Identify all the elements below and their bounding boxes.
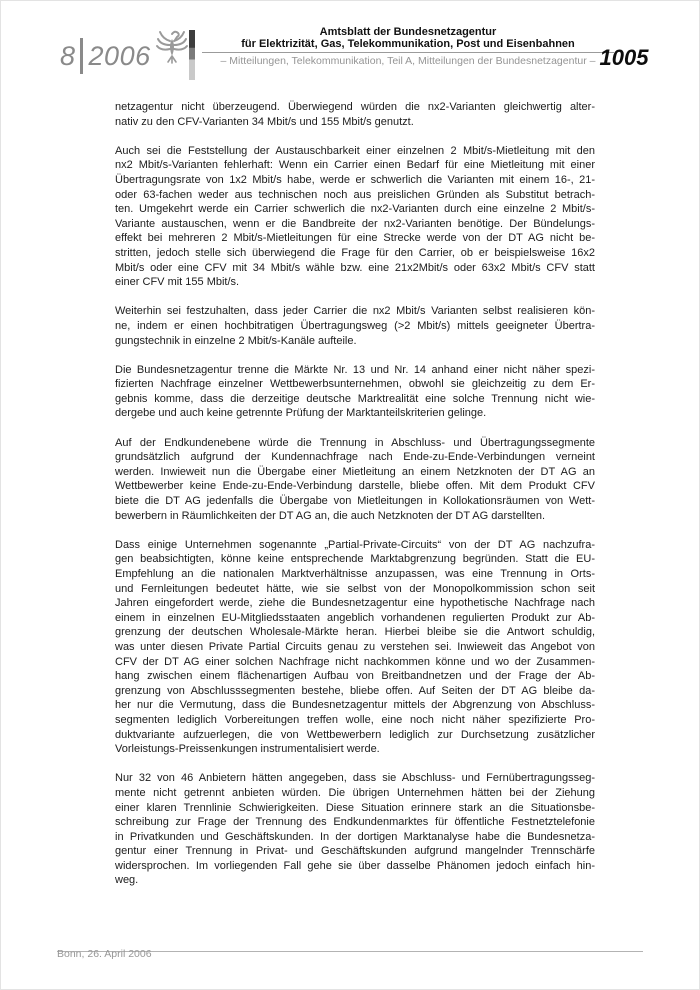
masthead-rule [202, 52, 614, 53]
issue-divider [80, 38, 83, 74]
text-line: her nur die Vermutung, dass die Bundesnetzagentur mittels der Abgrenzung von Abschluss- [115, 699, 595, 712]
masthead-title-line2: für Elektrizität, Gas, Telekommunikation, Post und Eisenbahnen [241, 38, 575, 50]
paragraph [115, 144, 595, 290]
text-line: einer CFV mit 155 Mbit/s. [115, 276, 240, 289]
text-line: in Privatkunden und Geschäftskunden. In der dortigen Marktanalyse habe die Bundesnetza- [115, 830, 595, 843]
text-line: Nur 32 von 46 Anbietern hätten angegeben, dass sie Abschluss- und Fernübertragungsseg- [115, 772, 595, 785]
text-line: ten. Umgekehrt werde ein Carrier schwerlich die nx2-Varianten durch eine einzelne 2 Mbit/s- [115, 203, 595, 216]
text-line: Weiterhin sei festzuhalten, dass jeder Carrier die nx2 Mbit/s Varianten selbst realisieren kön- [115, 305, 595, 318]
text-line: Übertragungsrate von 1x2 Mbit/s habe, werde er schwerlich die Varianten mit einem 16-, 21- [115, 173, 595, 186]
text-line: und Fernleitungen bedeutet hätte, wie sie selbst von der Monopolkommission schon seit [115, 582, 595, 595]
text-line: ne, indem er einen hochbitratigen Übertragungsweg (>2 Mbit/s) mittels geeigneter Übertra- [115, 319, 595, 332]
text-line: gungstechnik in einzelne 2 Mbit/s-Kanäle aufteile. [115, 334, 357, 347]
paragraph [115, 538, 595, 757]
text-line: einem in einzelnen EU-Mitgliedsstaaten angeblich vorhandenen regulierten Produkt zur Ab- [115, 611, 595, 624]
text-line: fizierten Nachfrage einzelner Wettbewerbsunternehmen, obwohl sie gleichzeitig zu dem Er- [115, 378, 595, 391]
text-line: segmenten lediglich Vorbereitungen treffen wolle, eine noch nicht näher spezifizierte Pro- [115, 713, 595, 726]
issue-year: 2006 [88, 40, 151, 71]
text-line: werden. Inwieweit nun die Übergabe einer Mietleitung an einem Netzknoten der DT AG an [115, 465, 595, 478]
issue-number-block [60, 37, 151, 75]
text-line: netzagentur nicht überzeugend. Überwiegend würden die nx2-Varianten gleichwertig alter- [115, 101, 595, 113]
text-line: Mbit/s oder eine CFV mit 34 Mbit/s wähle bzw. eine 21x2Mbit/s oder 63x2 Mbit/s CFV statt [115, 261, 595, 274]
text-line: Variante austauschen, wenn er die Bandbreite der nx2-Varianten benötige. Der Bündelungs- [115, 217, 595, 230]
issue-number: 8 [60, 40, 76, 71]
text-line: was unter diesen Private Partial Circuits genau zu verstehen sei. Inwieweit das Angebot von [115, 640, 595, 653]
text-line: Empfehlung an die nationalen Marktverhältnisse anzupassen, was eine Trennung in Orts- [115, 568, 595, 580]
text-line: Auch sei die Feststellung der Austauschbarkeit einer einzelnen 2 Mbit/s-Mietleitung mit den [115, 144, 595, 157]
text-line: nx2 Mbit/s-Varianten fehlerhaft: Wenn ein Carrier einen Bedarf für eine Mietleitung mit einer [115, 159, 595, 172]
document-body [115, 100, 595, 903]
text-line: oder 63-fachen weder aus technischen noch aus preislichen Gründen als Substitut betrach- [115, 188, 595, 201]
text-line: Dass einige Unternehmen sogenannte „Partial-Private-Circuits“ von der DT AG nachzufra- [115, 538, 595, 551]
text-line: grenzung der deutschen Wholesale-Märkte heran. Hierbei bleibe sie die Antwort schuldig, [115, 626, 595, 639]
text-line: bewerbern in Räumlichkeiten der DT AG an, die auch Netzknoten der DT AG darstellten. [115, 509, 546, 522]
masthead [202, 26, 614, 67]
text-line: gentur einer Trennung in Privat- und Geschäftskunden aufgrund mangelnder Trennschärfe [115, 845, 595, 858]
paragraph [115, 304, 595, 348]
text-line: nativ zu den CFV-Varianten 34 Mbit/s und 155 Mbit/s genutzt. [115, 115, 414, 128]
footer-dateline: Bonn, 26. April 2006 [57, 948, 152, 960]
text-line: mente nicht getrennt anbieten würden. Die übrigen Unternehmen hätten bei der Ziehung [115, 786, 595, 799]
text-line: dergebe und auch keine getrennte Prüfung der Marktanteilskriterien gelinge. [115, 407, 487, 420]
text-line: widersprochen. Im vorliegenden Fall gehe sie über dasselbe Phänomen jedoch einfach hin- [115, 859, 595, 872]
text-line: einer klaren Trennlinie Schwierigkeiten. Diese Situation erinnere stark an die Situationsbe- [115, 801, 595, 814]
text-line: duktvariante aufzuerlegen, die von Wettbewerbern lediglich zur Durchsetzung zusätzlicher [115, 728, 595, 741]
text-line: Auf der Endkundenebene würde die Trennung in Abschluss- und Übertragungssegmente [115, 436, 595, 449]
paragraph [115, 363, 595, 421]
text-line: weg. [115, 874, 139, 887]
text-line: Die Bundesnetzagentur trenne die Märkte Nr. 13 und Nr. 14 anhand einer nicht näher spezi- [115, 363, 595, 376]
text-line: hang zwischen einem flächenartigen Aufbau von Breitbandnetzen und der Frage der Ab- [115, 670, 595, 683]
text-line: schreibung zur Frage der Trennung des Endkundenmarktes für öffentliche Festnetztelefonie [115, 816, 595, 829]
text-line: gen beabsichtigten, könne keine entsprechende Marktabgrenzung begründen. Statt die EU- [115, 553, 595, 566]
paragraph [115, 436, 595, 524]
text-line: CFV der DT AG einer solchen Nachfrage nicht nachkommen könne und wo der Zusammen- [115, 655, 595, 668]
text-line: grenzung von Abschlusssegmenten bestehe, bliebe offen. Auf Seiten der DT AG bleibe da- [115, 684, 595, 697]
text-line: gebnis komme, dass die derzeitige deutsche Marktrealität eine solche Trennung nicht wie- [115, 392, 595, 405]
text-line: stritten, jedoch stelle sich überwiegend die Frage für den Carrier, ob er beispielsweise 16x2 [115, 246, 595, 259]
bundesadler-eagle-icon [155, 27, 189, 70]
text-line: Jahren eingefordert werde, ziehe die Bundesnetzagentur eine hypothetische Nachfrage nach [115, 597, 595, 610]
text-line: grundsätzlich aufgrund der Kundennachfrage nach Ende-zu-Ende-Verbindungen verneint [115, 451, 595, 464]
text-line: Wettbewerber keine Ende-zu-Ende-Verbindung darstelle, bliebe offen. Mit dem Produkt CFV [115, 480, 595, 493]
paragraph [115, 100, 595, 129]
text-line: biete die DT AG jedenfalls die Übergabe von Mietleitungen in Kollokationsräumen von Wett- [115, 495, 595, 508]
masthead-title-line1: Amtsblatt der Bundesnetzagentur [319, 26, 497, 38]
text-line: effekt bei mehreren 2 Mbit/s-Mietleitungen für eine Strecke werde von der DT AG nicht be- [115, 232, 595, 245]
paragraph [115, 771, 595, 888]
text-line: Vorleistungs-Preissenkungen instrumentalisiert werde. [115, 743, 380, 756]
header-gradient-bar [189, 30, 195, 80]
masthead-subtitle: – Mitteilungen, Telekommunikation, Teil A, Mitteilungen der Bundesnetzagentur – [220, 55, 596, 67]
page-number: 1005 [599, 45, 649, 70]
